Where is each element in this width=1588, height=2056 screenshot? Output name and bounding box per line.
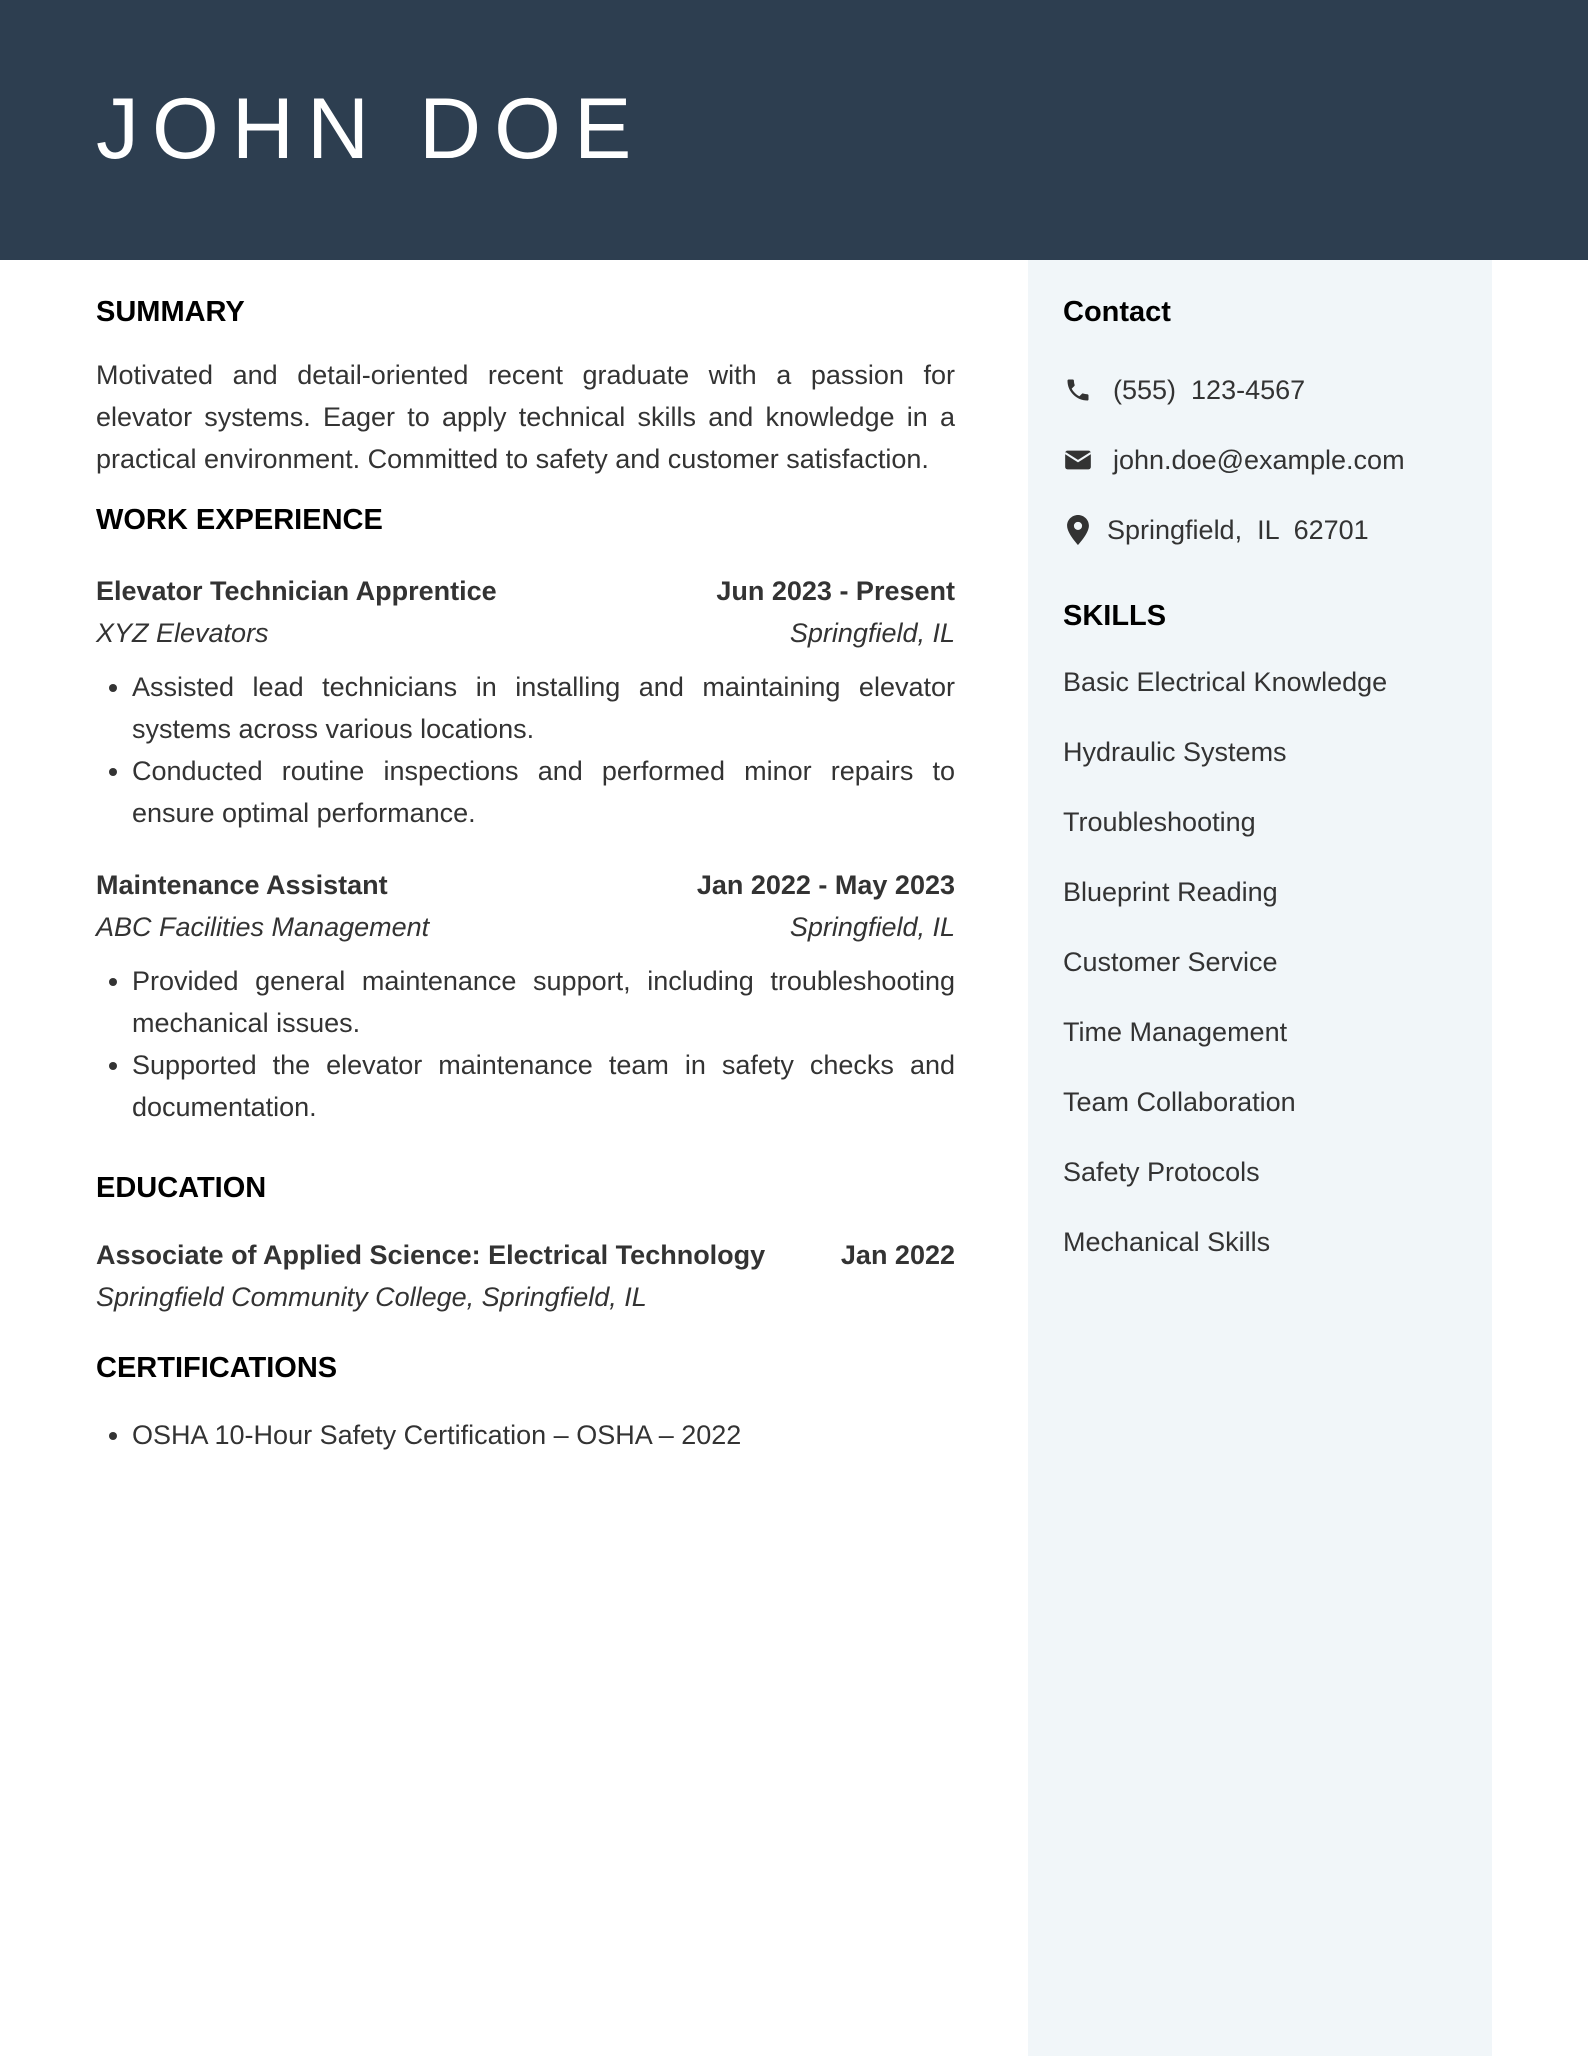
certifications-list [96, 1414, 955, 1456]
job-dates: Jun 2023 - Present [716, 576, 955, 606]
envelope-icon [1063, 445, 1093, 475]
job-company: ABC Facilities Management [96, 912, 430, 942]
sidebar [1028, 260, 1492, 2056]
contact-location [1063, 510, 1463, 550]
job-bullets [96, 666, 955, 834]
skill-item: Time Management [1063, 1017, 1288, 1047]
skill-item: Blueprint Reading [1063, 877, 1278, 907]
summary-text: Motivated and detail-oriented recent graduate with a passion for elevator systems. Eager to apply technical skills and knowledge in a practical environment. Committed to safety and customer satisfaction. [96, 360, 955, 474]
contact-heading: Contact [1063, 296, 1171, 328]
job-entry [96, 570, 955, 834]
list-item: • Conducted routine inspections and performed minor repairs to ensure optimal performance. [132, 750, 955, 834]
skill-item: Mechanical Skills [1063, 1227, 1271, 1257]
school: Springfield Community College, Springfield, IL [96, 1282, 647, 1312]
list-item: • Provided general maintenance support, including troubleshooting mechanical issues. [132, 960, 955, 1044]
job-role: Maintenance Assistant [96, 870, 388, 900]
header-banner [0, 0, 1588, 260]
job-company: XYZ Elevators [96, 618, 269, 648]
job-location: Springfield, IL [789, 618, 955, 648]
phone-icon [1063, 375, 1093, 405]
job-bullets [96, 960, 955, 1128]
job-role: Elevator Technician Apprentice [96, 576, 497, 606]
candidate-name: JOHN DOE [96, 81, 645, 177]
experience-heading: WORK EXPERIENCE [96, 504, 383, 536]
skill-item: Hydraulic Systems [1063, 737, 1287, 767]
map-pin-icon [1063, 515, 1093, 545]
education-heading: EDUCATION [96, 1172, 267, 1204]
skill-item: Basic Electrical Knowledge [1063, 667, 1388, 697]
contact-email [1063, 440, 1463, 480]
skill-item: Customer Service [1063, 947, 1278, 977]
summary-heading: SUMMARY [96, 296, 245, 328]
job-dates: Jan 2022 - May 2023 [696, 870, 955, 900]
skill-item: Safety Protocols [1063, 1157, 1260, 1187]
skill-item: Team Collaboration [1063, 1087, 1296, 1117]
phone-number[interactable]: (555) 123-4567 [1113, 375, 1306, 405]
job-location: Springfield, IL [789, 912, 955, 942]
skills-heading: SKILLS [1063, 600, 1167, 632]
main-column [96, 290, 955, 1456]
degree: Associate of Applied Science: Electrical Technology [96, 1240, 766, 1270]
contact-phone [1063, 370, 1463, 410]
certifications-heading: CERTIFICATIONS [96, 1352, 338, 1384]
degree-date: Jan 2022 [840, 1240, 955, 1270]
skill-item: Troubleshooting [1063, 807, 1256, 837]
email-address[interactable]: john.doe@example.com [1113, 445, 1405, 475]
list-item: • Assisted lead technicians in installing and maintaining elevator systems across various locations. [132, 666, 955, 750]
job-entry [96, 864, 955, 1128]
education-entry [96, 1234, 955, 1318]
location-text: Springfield, IL 62701 [1107, 515, 1369, 545]
list-item: • Supported the elevator maintenance team in safety checks and documentation. [132, 1044, 955, 1128]
list-item: • OSHA 10-Hour Safety Certification – OSHA – 2022 [132, 1414, 955, 1456]
